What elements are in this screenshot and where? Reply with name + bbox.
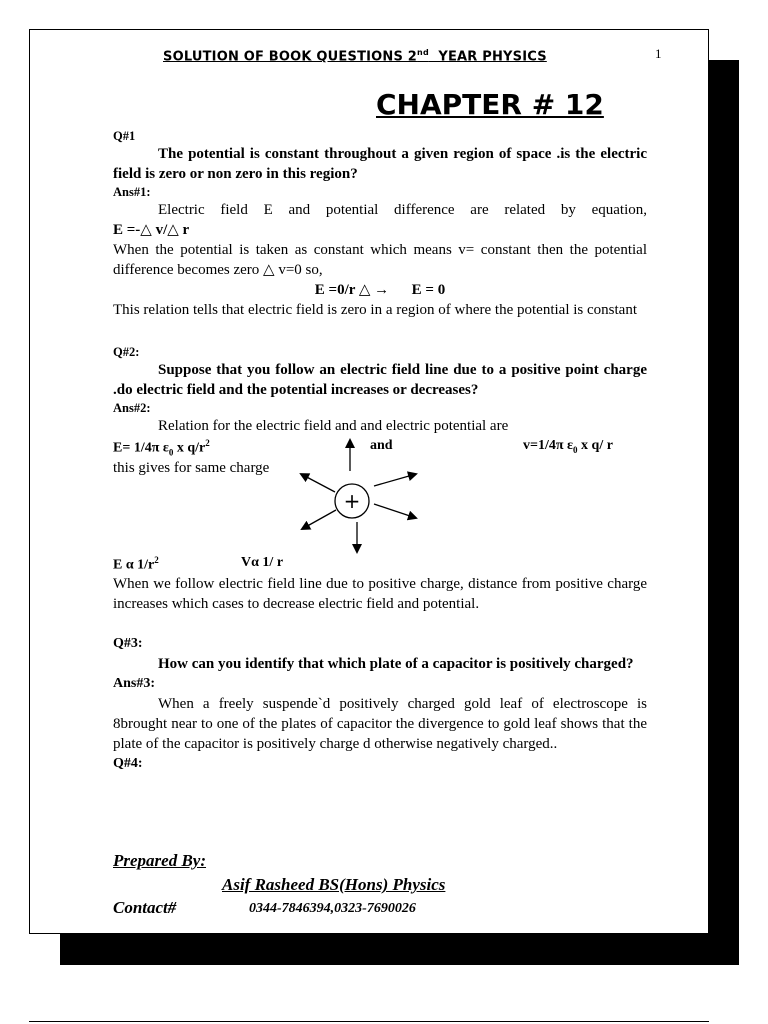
q1-question: The potential is constant throughout a given region of space .is the electric field is zero or non zero in this region?	[113, 146, 647, 182]
ans2-paragraph-3: When we follow electric field line due to positive charge, distance from positive charge increases which cases to decrease electric field and potential.	[113, 576, 647, 612]
potential-proportionality: Vα 1/ r	[241, 555, 284, 570]
page-number: 1	[655, 46, 662, 61]
author-name: Asif Rasheed BS(Hons) Physics	[222, 875, 446, 894]
field-arrow-lower-left	[302, 510, 336, 529]
ans1-equation-1: E =-△ v/△ r	[113, 222, 190, 238]
contact-label: Contact#	[113, 898, 177, 917]
potential-formula: v=1/4π $\varepsilon_0$ x q/ r	[523, 438, 613, 455]
field-arrow-lower-right	[374, 504, 416, 518]
q2-label: Q#2:	[113, 345, 140, 359]
document-header: SOLUTION OF BOOK QUESTIONS 2nd YEAR PHYSICS	[163, 48, 547, 65]
contact-phones: 0344-7846394,0323-7690026	[249, 901, 416, 916]
ans3-paragraph: When a freely suspende`d positively charged gold leaf of electroscope is 8brought near to one of the plates of capacitor the divergence to gold leaf shows that the plate of the capacitor is positively charge d otherwise negatively charged..	[113, 696, 647, 752]
ans1-equation-2: E =0/r △ → E = 0	[314, 282, 446, 298]
field-arrow-upper-left	[301, 474, 335, 492]
ans1-paragraph-3: This relation tells that electric field is zero in a region of where the potential is constant	[113, 302, 637, 318]
ans2-label: Ans#2:	[113, 401, 151, 415]
ans3-label: Ans#3:	[113, 676, 156, 691]
field-arrow-upper-right	[374, 474, 416, 486]
ans1-label: Ans#1:	[113, 185, 151, 199]
q1-section	[113, 128, 647, 320]
q2-question: Suppose that you follow an electric field line due to a positive point charge .do electric field and the potential increases or decreases?	[113, 362, 647, 398]
ans2-paragraph-2: this gives for same charge	[113, 460, 270, 476]
ans2-paragraph-1: Relation for the electric field and and electric potential are	[158, 418, 509, 434]
charge-sign: +	[343, 489, 361, 513]
ans1-paragraph-1: Electric field E and potential difference are related by equation,	[158, 202, 647, 218]
electric-field-formula: E= 1/4π $\varepsilon_0$ x $q/r^2$	[113, 438, 210, 458]
q3-question: How can you identify that which plate of a capacitor is positively charged?	[158, 656, 634, 672]
and-text: and	[370, 438, 393, 453]
q3-label: Q#3:	[113, 636, 143, 651]
chapter-title: CHAPTER # 12	[376, 88, 604, 121]
q4-label: Q#4:	[113, 756, 143, 771]
q2-section	[113, 344, 647, 436]
prepared-by-label: Prepared By:	[113, 851, 207, 870]
point-charge-diagram	[290, 434, 430, 558]
q3-section	[113, 634, 647, 774]
bottom-rule	[29, 1021, 709, 1022]
q1-label: Q#1	[113, 129, 136, 143]
ans1-paragraph-2: When the potential is taken as constant which means v= constant then the potential difference becomes zero △ v=0 so,	[113, 242, 647, 278]
field-proportionality: E α $1/r^2$	[113, 555, 159, 573]
